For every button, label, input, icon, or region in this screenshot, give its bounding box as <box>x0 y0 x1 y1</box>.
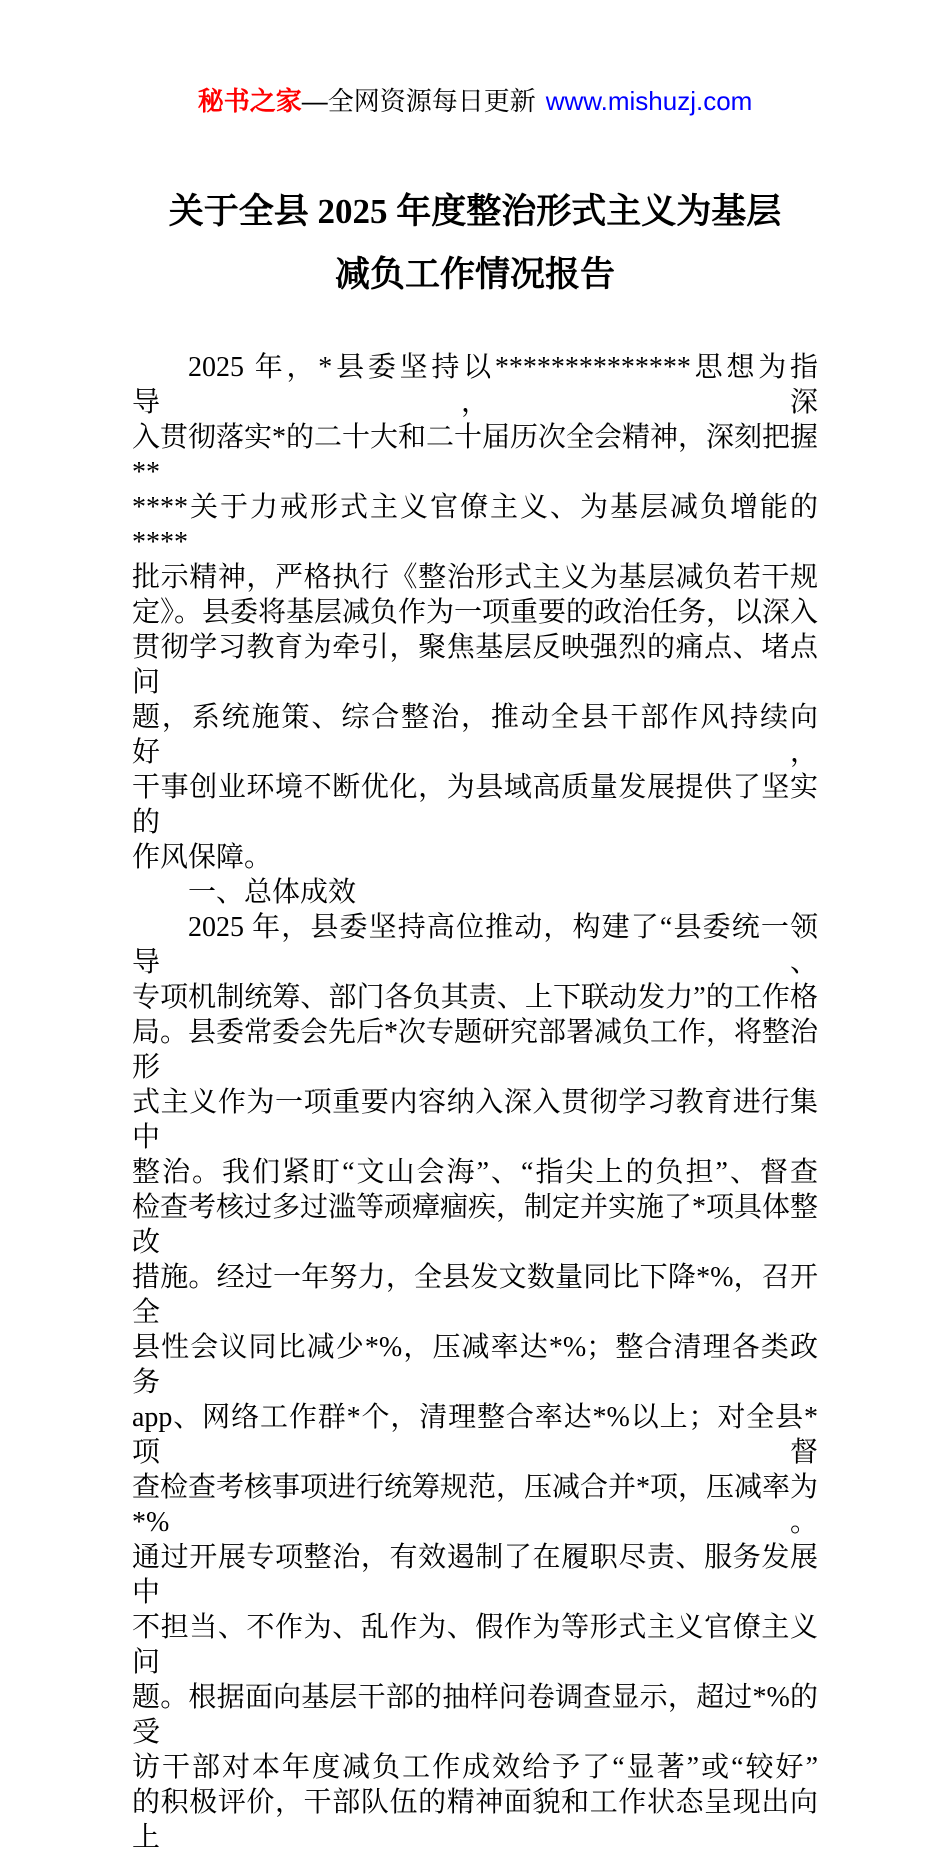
document-line: 作风保障。 <box>132 842 273 873</box>
document-line: 题，系统施策、综合整治，推动全县干部作风持续向好， <box>132 702 818 768</box>
document-line: 措施。经过一年努力，全县发文数量同比下降*%，召开全 <box>132 1262 818 1328</box>
document-title-line: 减负工作情况报告 <box>334 255 615 294</box>
document-line: app、网络工作群*个，清理整合率达*%以上；对全县*项督 <box>132 1402 818 1468</box>
document-line: 检查考核过多过滥等顽瘴痼疾，制定并实施了*项具体整改 <box>132 1192 819 1258</box>
section-heading: 一、总体成效 <box>188 877 357 908</box>
document-line: 批示精神，严格执行《整治形式主义为基层减负若干规 <box>132 562 818 593</box>
document-line: 通过开展专项整治，有效遏制了在履职尽责、服务发展中 <box>132 1542 818 1608</box>
document-line: 不担当、不作为、乱作为、假作为等形式主义官僚主义问 <box>132 1612 818 1678</box>
document-line: 县性会议同比减少*%，压减率达*%；整合清理各类政务 <box>132 1332 818 1398</box>
document-line: 入贯彻落实*的二十大和二十届历次全会精神，深刻把握** <box>132 422 819 488</box>
document-line: 访干部对本年度减负工作成效给予了“显著”或“较好” <box>132 1752 818 1783</box>
document-line: 专项机制统筹、部门各负其责、上下联动发力”的工作格 <box>132 982 818 1013</box>
site-name: 秘书之家 <box>197 86 302 116</box>
document-line: 局。县委常委会先后*次专题研究部署减负工作，将整治形 <box>132 1017 819 1083</box>
document-title <box>0 180 950 306</box>
document-line: 2025 年，县委坚持高位推动，构建了“县委统一领导、 <box>132 912 818 978</box>
document-line: 干事创业环境不断优化，为县域高质量发展提供了坚实的 <box>132 772 818 838</box>
document-body <box>132 350 818 1855</box>
document-page <box>0 84 950 1853</box>
document-line: 式主义作为一项重要内容纳入深入贯彻学习教育进行集中 <box>132 1087 818 1153</box>
document-title-line: 关于全县 2025 年度整治形式主义为基层 <box>168 192 782 231</box>
document-line: 的积极评价，干部队伍的精神面貌和工作状态呈现出向上 <box>132 1787 818 1853</box>
site-tagline: —全网资源每日更新 <box>301 86 536 116</box>
document-line: ****关于力戒形式主义官僚主义、为基层减负增能的**** <box>132 492 818 558</box>
site-header <box>0 84 950 118</box>
site-url: www.mishuzj.com <box>545 86 753 116</box>
document-line: 贯彻学习教育为牵引，聚焦基层反映强烈的痛点、堵点问 <box>132 632 818 698</box>
document-line: 2025 年，*县委坚持以**************思想为指导，深 <box>132 352 818 418</box>
document-line: 整治。我们紧盯“文山会海”、“指尖上的负担”、督查 <box>132 1157 818 1188</box>
document-line: 定》。县委将基层减负作为一项重要的政治任务，以深入 <box>132 597 819 628</box>
document-line: 题。根据面向基层干部的抽样问卷调查显示，超过*%的受 <box>132 1682 818 1748</box>
document-line: 查检查考核事项进行统筹规范，压减合并*项，压减率为*%。 <box>132 1472 819 1538</box>
